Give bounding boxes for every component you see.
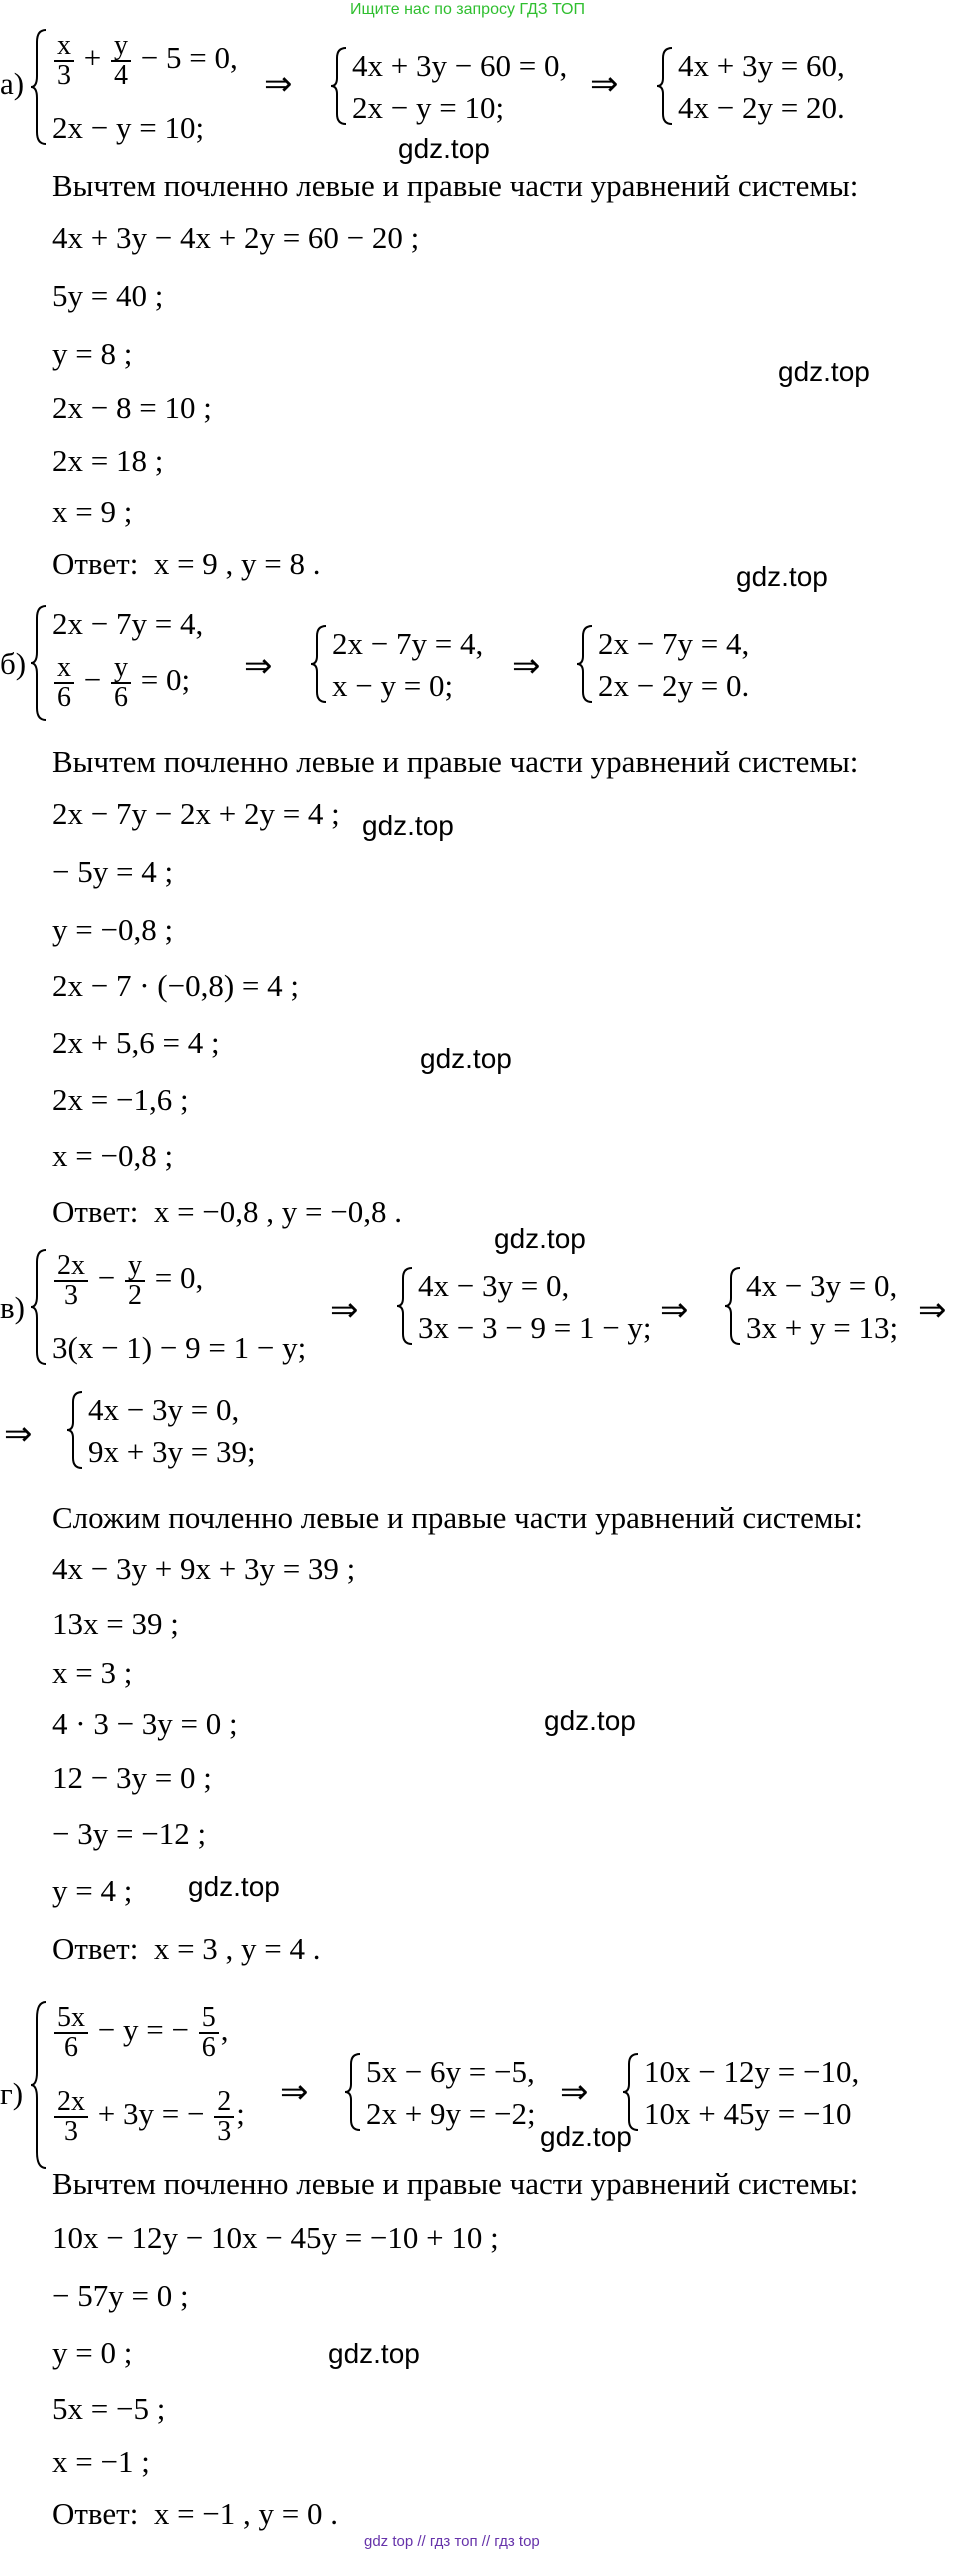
part-g-step: y = 0 ; <box>52 2335 133 2370</box>
brace-icon <box>310 624 328 704</box>
part-g-sys1-eq1: $\frac{5x}{6}$ − y = − $\frac{5}{6}$ , <box>52 2004 228 2062</box>
part-v-step: 12 − 3y = 0 ; <box>52 1760 212 1795</box>
part-g-step: 10x − 12y − 10x − 45y = −10 + 10 ; <box>52 2220 499 2255</box>
part-g-sys1-eq2: $\frac{2x}{3}$ + 3y = − $\frac{2}{3}$ ; <box>52 2088 245 2146</box>
part-b-step: 2x − 7y − 2x + 2y = 4 ; <box>52 796 340 831</box>
part-b-step: 2x − 7 · (−0,8) = 4 ; <box>52 968 300 1003</box>
part-b-sys3-eq1: 2x − 7y = 4, <box>598 626 750 661</box>
implies-arrow: ⇒ <box>244 648 273 685</box>
part-v-sys3-eq2: 3x + y = 13; <box>746 1310 899 1345</box>
part-g-answer: Ответ: x = −1 , y = 0 . <box>52 2496 339 2531</box>
part-v-sys4-eq2: 9x + 3y = 39; <box>88 1434 256 1469</box>
brace-icon <box>30 1248 48 1366</box>
part-a-step: 2x = 18 ; <box>52 443 164 478</box>
part-a-step: 5y = 40 ; <box>52 278 164 313</box>
part-v-sys2-eq2: 3x − 3 − 9 = 1 − y; <box>418 1310 652 1345</box>
part-b-system-2 <box>310 624 510 704</box>
part-v-system-1 <box>30 1248 350 1366</box>
part-g-instruction: Вычтем почленно левые и правые части уравнений системы: <box>52 2166 859 2201</box>
part-v-sys3-eq1: 4x − 3y = 0, <box>746 1268 898 1303</box>
footer-banner[interactable]: gdz top // гдз топ // гдз top <box>364 2533 540 2550</box>
part-a-sys2-eq2: 2x − y = 10; <box>352 90 505 125</box>
part-v-label: в) <box>0 1290 25 1325</box>
part-b-step: x = −0,8 ; <box>52 1138 174 1173</box>
part-v-step: y = 4 ; <box>52 1873 133 1908</box>
part-v-answer: Ответ: x = 3 , y = 4 . <box>52 1931 321 1966</box>
part-v-step: 4 · 3 − 3y = 0 ; <box>52 1706 238 1741</box>
watermark: gdz.top <box>540 2121 632 2152</box>
part-g-label: г) <box>0 2076 24 2111</box>
watermark: gdz.top <box>188 1871 280 1902</box>
part-a-step: x = 9 ; <box>52 494 133 529</box>
part-v-sys1-eq1: $\frac{2x}{3}$ − $\frac{y}{2}$ = 0, <box>52 1252 203 1310</box>
part-a-sys3-eq2: 4x − 2y = 20. <box>678 90 845 125</box>
implies-arrow: ⇒ <box>560 2074 589 2111</box>
part-g-sys3-eq1: 10x − 12y = −10, <box>644 2054 860 2089</box>
part-g-step: − 57y = 0 ; <box>52 2278 189 2313</box>
implies-arrow: ⇒ <box>918 1292 947 1329</box>
part-v-system-4 <box>66 1390 286 1470</box>
watermark: gdz.top <box>778 356 870 387</box>
part-b-step: y = −0,8 ; <box>52 912 174 947</box>
brace-icon <box>622 2052 640 2132</box>
part-b-step: 2x + 5,6 = 4 ; <box>52 1025 220 1060</box>
brace-icon <box>344 2052 362 2132</box>
part-v-step: x = 3 ; <box>52 1655 133 1690</box>
part-b-system-3 <box>576 624 796 704</box>
part-v-system-3 <box>724 1266 914 1346</box>
part-g-sys2-eq1: 5x − 6y = −5, <box>366 2054 535 2089</box>
watermark: gdz.top <box>420 1043 512 1074</box>
part-a-sys1-eq2: 2x − y = 10; <box>52 110 205 145</box>
part-a-instruction: Вычтем почленно левые и правые части уравнений системы: <box>52 168 859 203</box>
part-b-label: б) <box>0 646 27 681</box>
brace-icon <box>396 1266 414 1346</box>
part-a-sys1-eq1: $\frac{x}{3}$ + $\frac{y}{4}$ − 5 = 0, <box>52 32 238 90</box>
brace-icon <box>330 46 348 126</box>
part-v-step: 13x = 39 ; <box>52 1606 179 1641</box>
part-g-system-3 <box>622 2052 912 2132</box>
part-b-answer: Ответ: x = −0,8 , y = −0,8 . <box>52 1194 402 1229</box>
part-a-label: а) <box>0 66 25 101</box>
part-b-system-1 <box>30 604 270 722</box>
part-b-step: 2x = −1,6 ; <box>52 1082 189 1117</box>
part-v-sys4-eq1: 4x − 3y = 0, <box>88 1392 240 1427</box>
implies-arrow: ⇒ <box>660 1292 689 1329</box>
part-b-step: − 5y = 4 ; <box>52 854 174 889</box>
part-b-instruction: Вычтем почленно левые и правые части уравнений системы: <box>52 744 859 779</box>
part-b-sys1-eq2: $\frac{x}{6}$ − $\frac{y}{6}$ = 0; <box>52 654 190 712</box>
implies-arrow: ⇒ <box>330 1292 359 1329</box>
part-v-system-2 <box>396 1266 656 1346</box>
implies-arrow: ⇒ <box>590 66 619 103</box>
watermark: gdz.top <box>362 810 454 841</box>
brace-icon <box>30 28 48 146</box>
part-a-system-1 <box>30 28 270 146</box>
part-a-sys2-eq1: 4x + 3y − 60 = 0, <box>352 48 568 83</box>
top-banner[interactable]: Ищите нас по запросу ГДЗ ТОП <box>350 1 585 18</box>
part-b-sys2-eq2: x − y = 0; <box>332 668 454 703</box>
watermark: gdz.top <box>736 561 828 592</box>
part-g-sys3-eq2: 10x + 45y = −10 <box>644 2096 852 2131</box>
implies-arrow: ⇒ <box>264 66 293 103</box>
part-a-system-3 <box>656 46 916 126</box>
part-a-step: y = 8 ; <box>52 336 133 371</box>
part-g-sys2-eq2: 2x + 9y = −2; <box>366 2096 536 2131</box>
part-v-step: − 3y = −12 ; <box>52 1816 207 1851</box>
brace-icon <box>66 1390 84 1470</box>
brace-icon <box>30 604 48 722</box>
watermark: gdz.top <box>398 133 490 164</box>
part-b-sys1-eq1: 2x − 7y = 4, <box>52 606 204 641</box>
part-g-step: x = −1 ; <box>52 2444 150 2479</box>
part-v-sys1-eq2: 3(x − 1) − 9 = 1 − y; <box>52 1330 307 1365</box>
brace-icon <box>724 1266 742 1346</box>
watermark: gdz.top <box>328 2338 420 2369</box>
part-v-sys2-eq1: 4x − 3y = 0, <box>418 1268 570 1303</box>
implies-arrow: ⇒ <box>512 648 541 685</box>
part-v-instruction: Сложим почленно левые и правые части уравнений системы: <box>52 1500 863 1535</box>
part-a-step: 2x − 8 = 10 ; <box>52 390 212 425</box>
part-v-step: 4x − 3y + 9x + 3y = 39 ; <box>52 1551 356 1586</box>
part-b-sys2-eq1: 2x − 7y = 4, <box>332 626 484 661</box>
part-a-sys3-eq1: 4x + 3y = 60, <box>678 48 845 83</box>
brace-icon <box>656 46 674 126</box>
brace-icon <box>576 624 594 704</box>
part-g-system-2 <box>344 2052 574 2132</box>
implies-arrow: ⇒ <box>280 2074 309 2111</box>
part-b-sys3-eq2: 2x − 2y = 0. <box>598 668 750 703</box>
part-g-step: 5x = −5 ; <box>52 2391 166 2426</box>
implies-arrow: ⇒ <box>4 1416 33 1453</box>
part-a-answer: Ответ: x = 9 , y = 8 . <box>52 546 321 581</box>
part-a-system-2 <box>330 46 590 126</box>
brace-icon <box>30 2000 48 2170</box>
watermark: gdz.top <box>494 1223 586 1254</box>
watermark: gdz.top <box>544 1705 636 1736</box>
part-a-step: 4x + 3y − 4x + 2y = 60 − 20 ; <box>52 220 420 255</box>
